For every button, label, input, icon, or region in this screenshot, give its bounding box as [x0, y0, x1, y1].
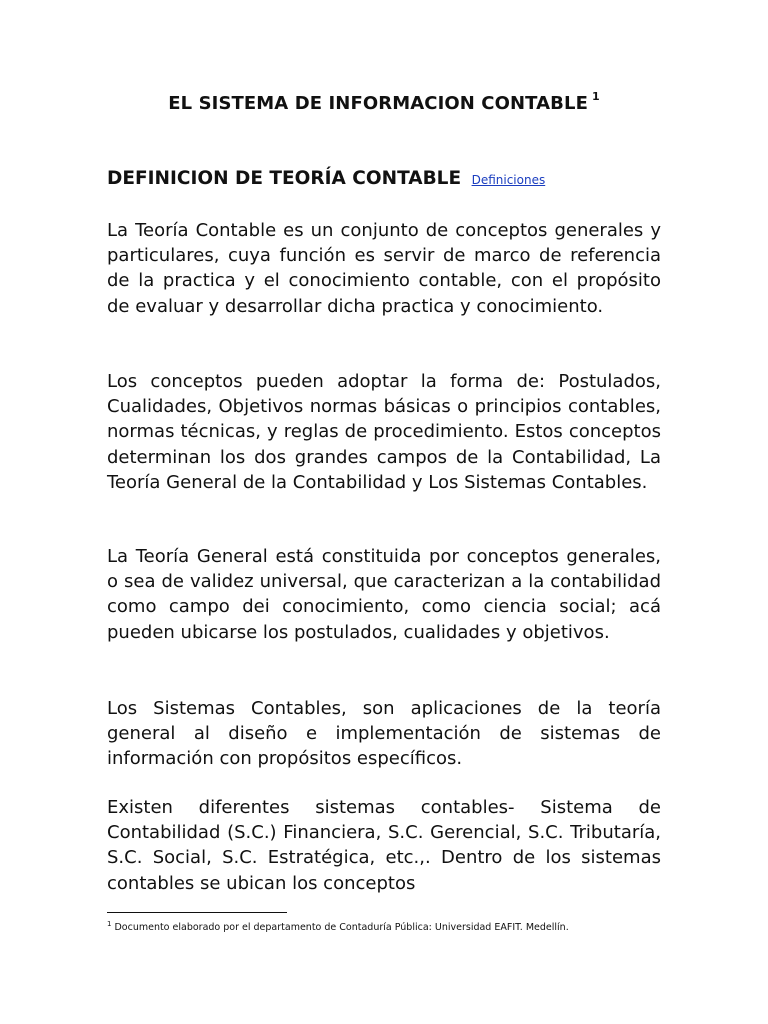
title-footnote-mark[interactable]: 1	[591, 90, 600, 103]
footnote-mark: 1	[107, 920, 112, 928]
footnote-text: Documento elaborado por el departamento de Contaduría Pública: Universidad EAFIT. Medellín.	[114, 922, 569, 934]
title-text: EL SISTEMA DE INFORMACION CONTABLE	[168, 93, 588, 114]
paragraph-sistemas-contables: Los Sistemas Contables, son aplicaciones de la teoría general al diseño e implementación de sistemas de información con propósitos específicos.	[107, 698, 661, 770]
section-heading	[107, 168, 545, 189]
footnote-divider	[107, 912, 287, 913]
definiciones-link[interactable]: Definiciones	[471, 173, 546, 187]
footnote	[107, 920, 569, 933]
paragraph-diferentes-sistemas: Existen diferentes sistemas contables- Sistema de Contabilidad (S.C.) Financiera, S.C. Gerencial, S.C. Tributaría, S.C. Social, S.C. Estratégica, etc.,. Dentro de los sistemas contables se ubican los conceptos	[107, 797, 661, 894]
paragraph-teoria-general: La Teoría General está constituida por conceptos generales, o sea de validez universal, que caracterizan a la contabilidad como campo dei conocimiento, como ciencia social; acá pueden ubicarse los postulados, cualidades y objetivos.	[107, 546, 661, 643]
paragraph-teoria-contable: La Teoría Contable es un conjunto de conceptos generales y particulares, cuya función es servir de marco de referencia de la practica y el conocimiento contable, con el propósito de evaluar y desarrollar dicha practica y conocimiento.	[107, 220, 661, 317]
paragraph-conceptos: Los conceptos pueden adoptar la forma de: Postulados, Cualidades, Objetivos normas básicas o principios contables, normas técnicas, y reglas de procedimiento. Estos conceptos determinan los dos grandes campos de la Contabilidad, La Teoría General de la Contabilidad y Los Sistemas Contables.	[107, 371, 661, 493]
document-title	[0, 92, 768, 114]
section-heading-text: DEFINICION DE TEORÍA CONTABLE	[107, 168, 462, 189]
